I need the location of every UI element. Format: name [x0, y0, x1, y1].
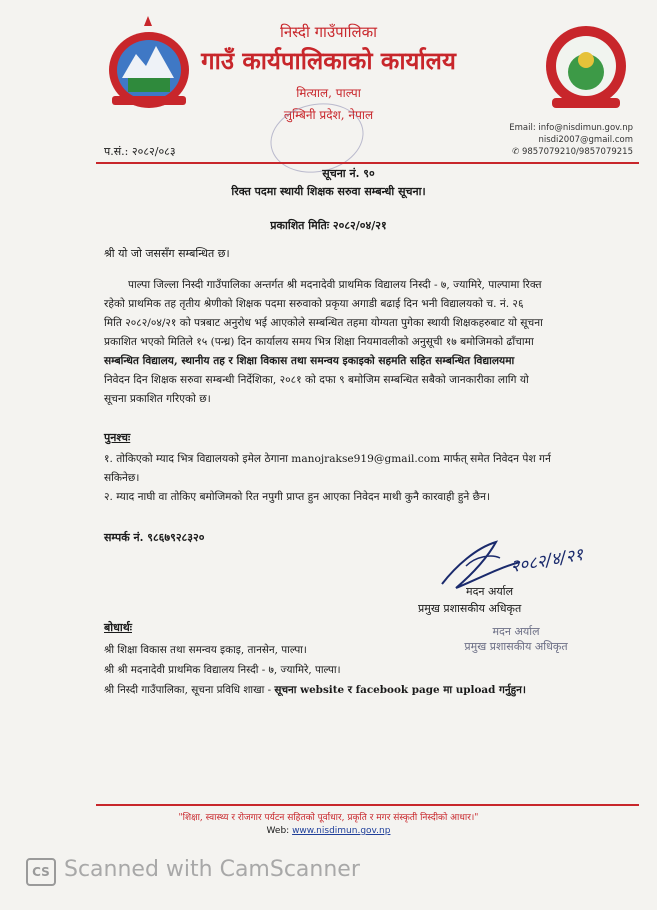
- body-line: पाल्पा जिल्ला निस्दी गाउँपालिका अन्तर्गत श्री मदनादेवी प्राथमिक विद्यालय निस्दी - ७, ज्यामिरे, पाल्पामा रिक्त: [128, 279, 542, 291]
- cc-item-3: [104, 680, 526, 700]
- phone-numbers: 9857079210/9857079215: [521, 147, 633, 157]
- patra-sankhya: प.सं.: २०८२/०८३: [104, 145, 176, 158]
- office-title: गाउँ कार्यपालिकाको कार्यालय: [201, 46, 456, 75]
- cc-item-3-bold: सूचना website र facebook page मा upload गर्नुहुन।: [274, 684, 526, 696]
- cc-list: [104, 640, 526, 700]
- phone-line: [509, 146, 633, 158]
- punashcha-item-1: १. तोकिएको म्याद भित्र विद्यालयको इमेल ठेगाना manojrakse919@gmail.com मार्फत् समेत निवेदन पेश गर्न: [104, 453, 551, 465]
- signature-date: २०८२/४/२१: [509, 544, 585, 578]
- camscanner-logo: CS: [26, 858, 56, 886]
- camscanner-watermark: Scanned with CamScanner: [64, 857, 360, 882]
- web-label: Web:: [266, 826, 293, 836]
- contact-number: सम्पर्क नं. ९८६७९२८३२०: [104, 531, 205, 544]
- email-secondary: nisdi2007@gmail.com: [538, 135, 633, 145]
- header-divider: [96, 162, 639, 164]
- cc-item-3-prefix: श्री निस्दी गाउँपालिका, सूचना प्रविधि शाखा -: [104, 684, 275, 696]
- body-line: सूचना प्रकाशित गरिएको छ।: [104, 393, 211, 405]
- body-line: निवेदन दिन शिक्षक सरुवा सम्बन्धी निर्देशिका, २०८१ को दफा ९ बमोजिम सम्बन्धित सबैको जानकारीका लागि यो: [104, 374, 529, 386]
- stamp-name: मदन अर्याल: [492, 625, 540, 638]
- stamp-designation: प्रमुख प्रशासकीय अधिकृत: [464, 640, 568, 653]
- cc-item-2: श्री श्री मदनादेवी प्राथमिक विद्यालय निस्दी - ७, ज्यामिरे, पाल्पा।: [104, 664, 341, 676]
- body-line: मिति २०८२/०४/२१ को पत्रबाट अनुरोध भई आएकोले सम्बन्धित तहमा योग्यता पुगेका स्थायी शिक्षकहरुबाट यो सूचना: [104, 317, 543, 329]
- province-country: लुम्बिनी प्रदेश, नेपाल: [283, 108, 374, 122]
- cc-label: बोधार्थः: [104, 621, 132, 634]
- contact-block: [509, 122, 633, 158]
- signatory-name: मदन अर्याल: [466, 585, 514, 598]
- body-line: प्रकाशित भएको मितिले १५ (पन्ध्र) दिन कार्यालय समय भित्र शिक्षा नियमावलीको अनुसूची १७ बमोजिमको ढाँचामा: [104, 336, 534, 348]
- published-date: प्रकाशित मितिः २०८२/०४/२१: [270, 219, 387, 232]
- email-primary: Email: info@nisdimun.gov.np: [509, 123, 633, 133]
- rural-municipality-name: निस्दी गाउँपालिका: [279, 23, 378, 41]
- punashcha-item-1-cont: सकिनेछ।: [104, 472, 140, 484]
- notice-title: रिक्त पदमा स्थायी शिक्षक सरुवा सम्बन्धी सूचना।: [231, 185, 426, 198]
- footer-divider: [96, 804, 639, 806]
- punashcha-item-2: २. म्याद नाघी वा तोकिए बमोजिमको रित नपुगी प्राप्त हुन आएका निवेदन माथी कुनै कारवाही हुने छैन।: [104, 491, 490, 503]
- footer-motto: "शिक्षा, स्वास्थ्य र रोजगार पर्यटन सहितको पूर्वाधार, प्रकृति र मगर संस्कृती निस्दीको आधार।": [178, 813, 479, 823]
- notice-body: [104, 276, 616, 409]
- website-link[interactable]: www.nisdimun.gov.np: [292, 826, 391, 836]
- office-address: मित्याल, पाल्पा: [296, 86, 361, 100]
- cc-item-1: श्री शिक्षा विकास तथा समन्वय इकाइ, तानसेन, पाल्पा।: [104, 644, 307, 656]
- salutation: श्री यो जो जससँग सम्बन्धित छ।: [104, 247, 230, 260]
- body-line: सम्बन्धित विद्यालय, स्थानीय तह र शिक्षा विकास तथा समन्वय इकाइको सहमति सहित सम्बन्धित विद्यालयमा: [104, 355, 515, 367]
- punashcha-label: पुनश्चः: [104, 431, 131, 444]
- body-line: रहेको प्राथमिक तह तृतीय श्रेणीको शिक्षक पदमा सरुवाको प्रकृया अगाडी बढाई दिन भनी विद्यालयको च. नं. २६: [104, 298, 524, 310]
- footer-web: [0, 826, 657, 836]
- suchana-number: सूचना नं. ९०: [322, 167, 375, 180]
- phone-icon: ✆: [512, 147, 520, 157]
- punashcha-list: [104, 450, 616, 507]
- signatory-designation: प्रमुख प्रशासकीय अधिकृत: [418, 602, 522, 615]
